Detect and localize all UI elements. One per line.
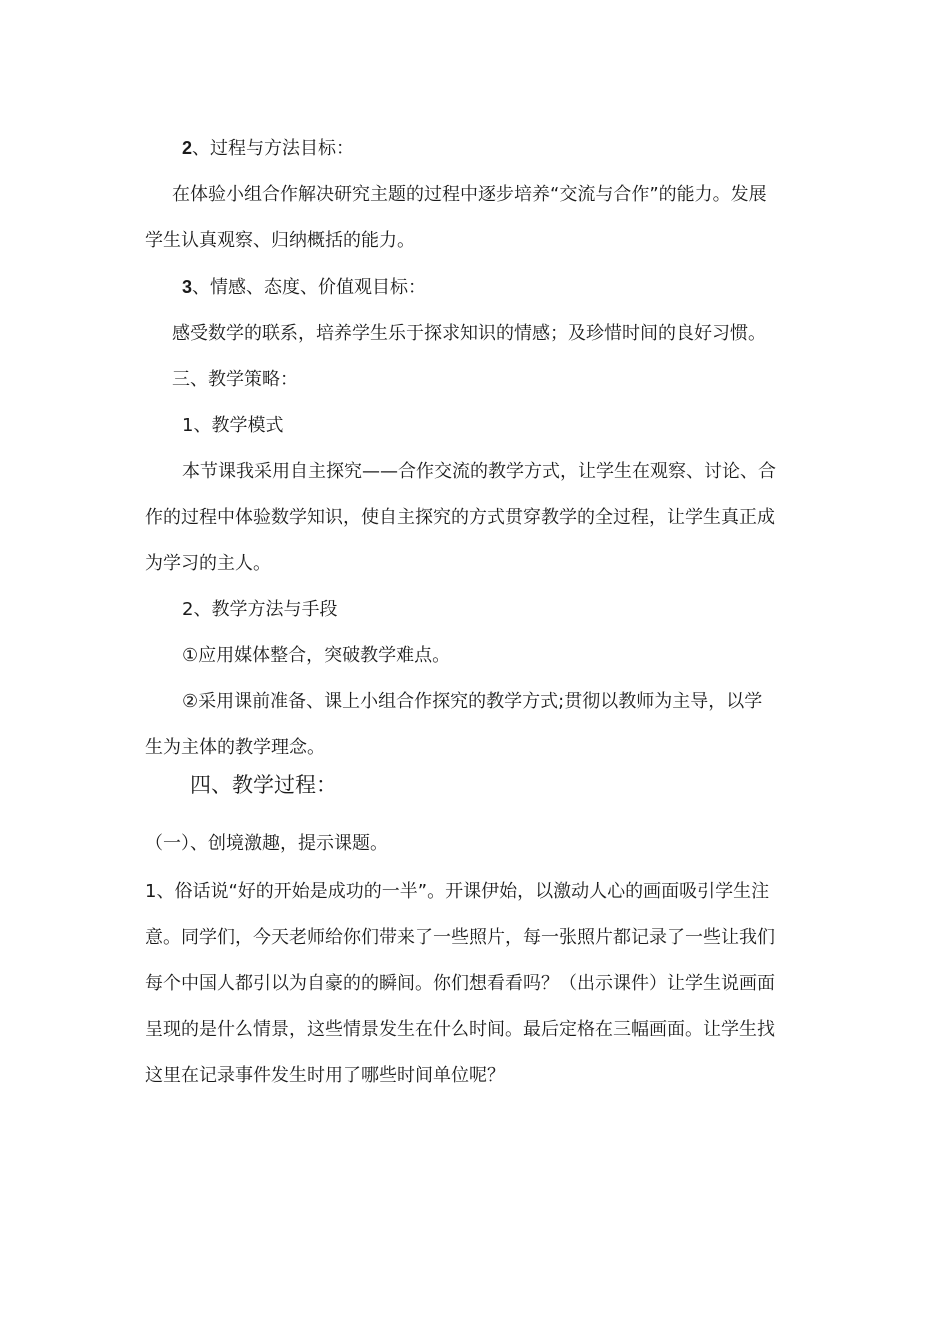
section-2-title: 、过程与方法目标： — [192, 138, 355, 159]
process-1-body-line: 1、俗话说“好的开始是成功的一半”。开课伊始，以激动人心的画面吸引学生注 — [145, 881, 770, 902]
process-1-body-line: 呈现的是什么情景，这些情景发生在什么时间。最后定格在三幅画面。让学生找 — [145, 1019, 775, 1040]
part-four-heading: 四、教学过程： — [190, 773, 337, 797]
section-2-body-line: 在体验小组合作解决研究主题的过程中逐步培养“交流与合作”的能力。发展 — [172, 184, 767, 205]
section-3-body-line: 感受数学的联系，培养学生乐于探求知识的情感；及珍惜时间的良好习惯。 — [172, 323, 766, 344]
process-1-body-line: 意。同学们，今天老师给你们带来了一些照片，每一张照片都记录了一些让我们 — [145, 927, 775, 948]
strategy-1-body-line: 作的过程中体验数学知识，使自主探究的方式贯穿教学的全过程，让学生真正成 — [145, 507, 775, 528]
process-1-body-line: 这里在记录事件发生时用了哪些时间单位呢？ — [145, 1065, 505, 1086]
process-1-heading: （一）、创境激趣，提示课题。 — [145, 833, 388, 854]
process-1-body-line: 每个中国人都引以为自豪的的瞬间。你们想看看吗？（出示课件）让学生说画面 — [145, 973, 775, 994]
section-3-title: 、情感、态度、价值观目标： — [192, 277, 427, 298]
section-2-body-line: 学生认真观察、归纳概括的能力。 — [145, 230, 415, 251]
section-2-heading — [182, 136, 354, 161]
strategy-2-heading: 2、教学方法与手段 — [182, 599, 338, 620]
strategy-2-continuation: 生为主体的教学理念。 — [145, 737, 325, 758]
section-3-heading — [182, 275, 426, 300]
strategy-2-item: ②采用课前准备、课上小组合作探究的教学方式;贯彻以教师为主导，以学 — [182, 691, 763, 712]
strategy-1-heading: 1、教学模式 — [182, 415, 284, 436]
section-3-number: 3 — [182, 277, 193, 297]
strategy-1-body-line: 为学习的主人。 — [145, 553, 271, 574]
strategy-2-item: ①应用媒体整合，突破教学难点。 — [182, 645, 451, 666]
section-2-number: 2 — [182, 138, 193, 158]
part-three-heading: 三、教学策略： — [172, 369, 298, 390]
strategy-1-body-line: 本节课我采用自主探究——合作交流的教学方式，让学生在观察、讨论、合 — [182, 461, 776, 482]
